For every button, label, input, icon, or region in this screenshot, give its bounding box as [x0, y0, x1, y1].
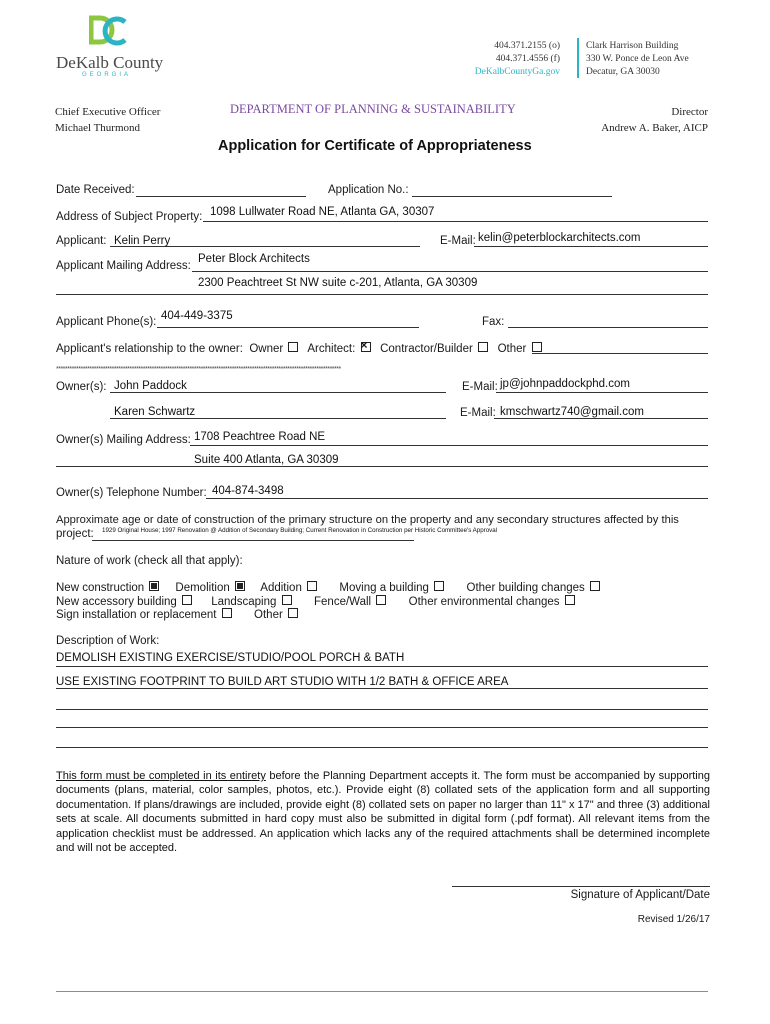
director-title: Director — [671, 106, 708, 118]
logo-name: DeKalb County — [56, 53, 164, 72]
rel-other-checkbox[interactable] — [532, 342, 542, 352]
work-moving-checkbox[interactable] — [434, 581, 444, 591]
work-environmental-label: Other environmental changes — [408, 596, 560, 608]
owner-mailing-field-line2[interactable] — [56, 466, 708, 467]
age-value: 1929 Original House; 1997 Renovation @ Addition of Secondary Building; Current Renovation in Construction per Historic Committee's Approval — [102, 527, 498, 534]
work-landscaping-checkbox[interactable] — [282, 595, 292, 605]
owner-phone-value: 404-874-3498 — [212, 485, 284, 497]
rel-architect-label: Architect: — [307, 343, 356, 355]
work-new-construction-checkbox[interactable] — [149, 581, 159, 591]
owner2-name-value: Karen Schwartz — [114, 406, 196, 418]
work-other-checkbox[interactable] — [288, 608, 298, 618]
age-field[interactable] — [92, 540, 414, 541]
ceo-name: Michael Thurmond — [55, 122, 141, 134]
owner1-name-value: John Paddock — [114, 380, 187, 392]
signature-field[interactable] — [452, 886, 710, 887]
relationship-label: Applicant's relationship to the owner: — [56, 343, 243, 355]
owner2-email-field[interactable] — [494, 418, 708, 419]
work-demolition-label: Demolition — [175, 582, 230, 594]
phone-office: 404.371.2155 (o) — [494, 41, 560, 51]
address-street: 330 W. Ponce de Leon Ave — [586, 54, 689, 64]
applicant-label: Applicant: — [56, 235, 107, 247]
fax-field[interactable] — [508, 327, 708, 328]
owner-mailing-label: Owner(s) Mailing Address: — [56, 434, 191, 446]
nature-label: Nature of work (check all that apply): — [56, 555, 243, 567]
owners-label: Owner(s): — [56, 381, 107, 393]
applicant-email-label: E-Mail: — [440, 235, 476, 247]
rel-architect-checkbox[interactable] — [361, 342, 371, 352]
ceo-title: Chief Executive Officer — [55, 106, 161, 118]
description-line1-value: DEMOLISH EXISTING EXERCISE/STUDIO/POOL PORCH & BATH — [56, 652, 405, 664]
mailing-line2-value: 2300 Peachtreet St NW suite c-201, Atlanta, GA 30309 — [198, 277, 478, 289]
applicant-email-value: kelin@peterblockarchitects.com — [478, 232, 641, 244]
work-addition-label: Addition — [260, 582, 302, 594]
logo-state: GEORGIA — [82, 72, 132, 78]
header-divider — [577, 38, 579, 78]
application-no-label: Application No.: — [328, 184, 409, 196]
work-landscaping-label: Landscaping — [211, 596, 277, 608]
contact-phones — [450, 40, 560, 79]
signature-label: Signature of Applicant/Date — [570, 889, 710, 901]
owner2-name-field[interactable] — [110, 418, 446, 419]
work-new-construction-label: New construction — [56, 582, 145, 594]
mailing-line1-value: Peter Block Architects — [198, 253, 310, 265]
owner1-name-field[interactable] — [110, 392, 446, 393]
work-other-label: Other — [254, 609, 283, 621]
work-moving-label: Moving a building — [339, 582, 429, 594]
mailing-field-line1[interactable] — [192, 271, 708, 272]
work-row-1 — [56, 581, 600, 594]
website-link[interactable]: DeKalbCountyGa.gov — [474, 67, 560, 77]
rel-other-field[interactable] — [532, 353, 708, 354]
address-building: Clark Harrison Building — [586, 41, 679, 51]
phone-value: 404-449-3375 — [161, 310, 233, 322]
applicant-value: Kelin Perry — [114, 235, 171, 247]
mailing-field-line2[interactable] — [56, 294, 708, 295]
phone-fax: 404.371.4556 (f) — [495, 54, 560, 64]
work-fence-checkbox[interactable] — [376, 595, 386, 605]
description-line2-value: USE EXISTING FOOTPRINT TO BUILD ART STUDIO WITH 1/2 BATH & OFFICE AREA — [56, 676, 509, 688]
revised-date: Revised 1/26/17 — [637, 914, 710, 925]
relationship-row — [56, 342, 542, 355]
notice-underlined: This form must be completed in its entirety — [56, 770, 266, 782]
phone-field[interactable] — [157, 327, 419, 328]
description-field-2[interactable] — [56, 688, 708, 689]
work-row-2 — [56, 595, 575, 608]
owner2-email-label: E-Mail: — [460, 407, 496, 419]
owner1-email-label: E-Mail: — [462, 381, 498, 393]
description-field-1[interactable] — [56, 666, 708, 667]
owner-phone-field[interactable] — [206, 498, 708, 499]
mailing-label: Applicant Mailing Address: — [56, 260, 191, 272]
rel-other-label: Other — [497, 343, 527, 355]
address-city: Decatur, GA 30030 — [586, 67, 660, 77]
notice-paragraph — [56, 769, 710, 855]
owner-phone-label: Owner(s) Telephone Number: — [56, 487, 207, 499]
department-name: DEPARTMENT OF PLANNING & SUSTAINABILITY — [230, 102, 516, 116]
description-field-4[interactable] — [56, 727, 708, 728]
work-fence-label: Fence/Wall — [314, 596, 372, 608]
section-separator: ******************************************************************************************************************************** — [56, 366, 341, 373]
logo — [56, 14, 166, 80]
owner1-email-field[interactable] — [496, 392, 708, 393]
address-label: Address of Subject Property: — [56, 211, 203, 223]
owner1-email-value: jp@johnpaddockphd.com — [500, 378, 630, 390]
work-environmental-checkbox[interactable] — [565, 595, 575, 605]
rel-owner-label: Owner — [249, 343, 284, 355]
applicant-email-field[interactable] — [474, 246, 708, 247]
footer-divider — [56, 991, 708, 992]
fax-label: Fax: — [482, 316, 505, 328]
phone-label: Applicant Phone(s): — [56, 316, 157, 328]
director-name: Andrew A. Baker, AICP — [601, 122, 708, 134]
work-sign-checkbox[interactable] — [222, 608, 232, 618]
description-label: Description of Work: — [56, 635, 160, 647]
dc-logo-icon — [89, 14, 129, 50]
contact-address — [586, 40, 689, 79]
owner-mailing-line1-value: 1708 Peachtree Road NE — [194, 431, 326, 443]
rel-owner-checkbox[interactable] — [288, 342, 298, 352]
age-project-label: project: — [56, 528, 94, 540]
date-received-label: Date Received: — [56, 184, 135, 196]
owner2-email-value: kmschwartz740@gmail.com — [500, 406, 644, 418]
description-field-3[interactable] — [56, 709, 708, 710]
work-accessory-label: New accessory building — [56, 596, 177, 608]
work-addition-checkbox[interactable] — [307, 581, 317, 591]
rel-contractor-checkbox[interactable] — [478, 342, 488, 352]
work-sign-label: Sign installation or replacement — [56, 609, 217, 621]
logo-mark — [89, 14, 129, 50]
notice-text: before the Planning Department accepts it. The form must be accompanied by supporting documents (plans, material, color samples, photos, etc.). Provide eight (8) collated sets of the application form and all supporting documentation. If plans/drawings are included, provide eight (8) collated sets on paper no larger than 11" x 17" and three (3) additional sets at scale. All documents submitted in hard copy must also be submitted in digital form (.pdf format). All relevant items from the application checklist must be addressed. An application which lacks any of the required attachments shall be determined incomplete and will not be accepted. — [56, 770, 710, 855]
description-field-5[interactable] — [56, 747, 708, 748]
work-demolition-checkbox[interactable] — [235, 581, 245, 591]
rel-contractor-label: Contractor/Builder — [380, 343, 473, 355]
form-title: Application for Certificate of Appropriateness — [218, 138, 532, 154]
owner-mailing-field-line1[interactable] — [190, 445, 708, 446]
age-question: Approximate age or date of construction of the primary structure on the property and any secondary structures affected by this — [56, 514, 679, 526]
work-other-changes-checkbox[interactable] — [590, 581, 600, 591]
address-field[interactable] — [203, 221, 708, 222]
work-row-3 — [56, 608, 298, 621]
work-other-changes-label: Other building changes — [466, 582, 585, 594]
work-accessory-checkbox[interactable] — [182, 595, 192, 605]
address-value: 1098 Lullwater Road NE, Atlanta GA, 30307 — [210, 206, 435, 218]
owner-mailing-line2-value: Suite 400 Atlanta, GA 30309 — [194, 454, 339, 466]
application-no-field[interactable] — [412, 196, 612, 197]
date-received-field[interactable] — [136, 196, 306, 197]
